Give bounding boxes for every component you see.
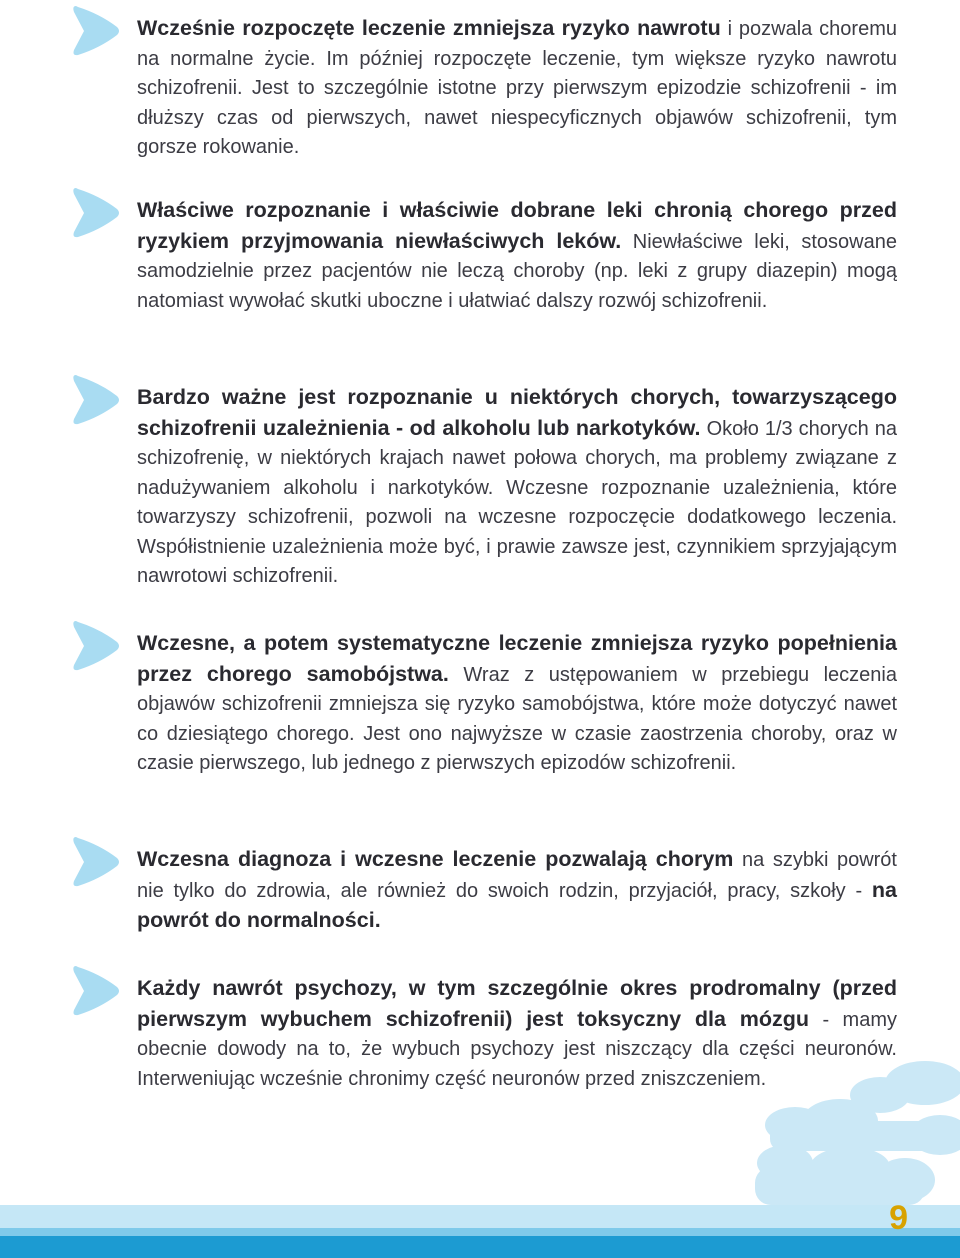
- section-body: Wraz z ustępowaniem w przebiegu leczenia objawów schizofrenii zmniejsza się ryzyko samobójstwa, które może dotyczyć nawet co dziesiątego chorego. Jest ono najwyższe w czasie zaostrzenia choroby, oraz w czasie pierwszego, lub jednego z pierwszych epizodów schizofrenii.: [137, 663, 897, 774]
- section-4: [137, 629, 897, 779]
- section-paragraph: [137, 383, 897, 592]
- chevron-right-icon: [70, 619, 122, 673]
- section-paragraph: [137, 14, 897, 163]
- section-body: Niewłaściwe leki, stosowane samodzielnie przez pacjentów nie leczą choroby (np. leki z grupy diazepin) mogą natomiast wywołać skutki uboczne i ułatwiać dalszy rozwój schizofrenii.: [137, 230, 897, 312]
- section-lead: Wczesna diagnoza i wczesne leczenie pozwalają chorym: [137, 847, 734, 871]
- chevron-right-icon: [70, 186, 122, 240]
- section-lead: Każdy nawrót psychozy, w tym szczególnie okres prodromalny (przed pierwszym wybuchem schizofrenii) jest toksyczny dla mózgu: [137, 976, 897, 1031]
- section-2: [137, 196, 897, 316]
- section-paragraph: [137, 196, 897, 316]
- section-body: Około 1/3 chorych na schizofrenię, w niektórych krajach nawet połowa chorych, ma problemy związane z nadużywaniem alkoholu i narkotyków. Wczesne rozpoznanie uzależnienia, które towarzyszy schizofrenii, pozwoli na wczesne rozpoczęcie dodatkowego leczenia. Współistnienie uzależnienia może być, i prawie zawsze jest, czynnikiem sprzyjającym nawrotowi schizofrenii.: [137, 417, 897, 587]
- section-body: i pozwala choremu na normalne życie. Im później rozpoczęte leczenie, tym większe ryzyko nawrotu schizofrenii. Jest to szczególnie istotne przy pierwszym epizodzie schizofrenii - im dłuższy czas od pierwszych, nawet niespecyficznych objawów schizofrenii, tym gorsze rokowanie.: [137, 18, 897, 158]
- section-1: [137, 14, 897, 163]
- section-lead: Wczesne, a potem systematyczne leczenie zmniejsza ryzyko popełnienia przez chorego samobójstwa.: [137, 631, 897, 686]
- footer-band-dark: [0, 1236, 960, 1258]
- chevron-right-icon: [70, 4, 122, 58]
- section-body: - mamy obecnie dowody na to, że wybuch psychozy jest niszczący dla części neuronów. Interweniując wcześnie chronimy część neuronów przed zniszczeniem.: [137, 1008, 897, 1090]
- section-5: [137, 845, 897, 937]
- section-lead: Bardzo ważne jest rozpoznanie u niektórych chorych, towarzyszącego schizofrenii uzależnienia - od alkoholu lub narkotyków.: [137, 385, 897, 440]
- footer-band-mid: [0, 1228, 960, 1236]
- cloud-icon: [690, 1055, 960, 1215]
- page-number: 9: [889, 1199, 908, 1237]
- section-paragraph: [137, 845, 897, 937]
- chevron-right-icon: [70, 373, 122, 427]
- footer-bar: [0, 1205, 960, 1258]
- section-lead: Właściwe rozpoznanie i właściwie dobrane leki chronią chorego przed ryzykiem przyjmowania niewłaściwych leków.: [137, 198, 897, 253]
- section-3: [137, 383, 897, 592]
- section-body: na szybki powrót nie tylko do zdrowia, ale również do swoich rodzin, przyjaciół, pracy, szkoły -: [137, 849, 897, 902]
- section-paragraph: [137, 629, 897, 779]
- footer-band-light: [0, 1205, 960, 1228]
- chevron-right-icon: [70, 835, 122, 889]
- section-lead: Wcześnie rozpoczęte leczenie zmniejsza ryzyko nawrotu: [137, 16, 721, 40]
- chevron-right-icon: [70, 964, 122, 1018]
- section-tail: na powrót do normalności.: [137, 877, 897, 932]
